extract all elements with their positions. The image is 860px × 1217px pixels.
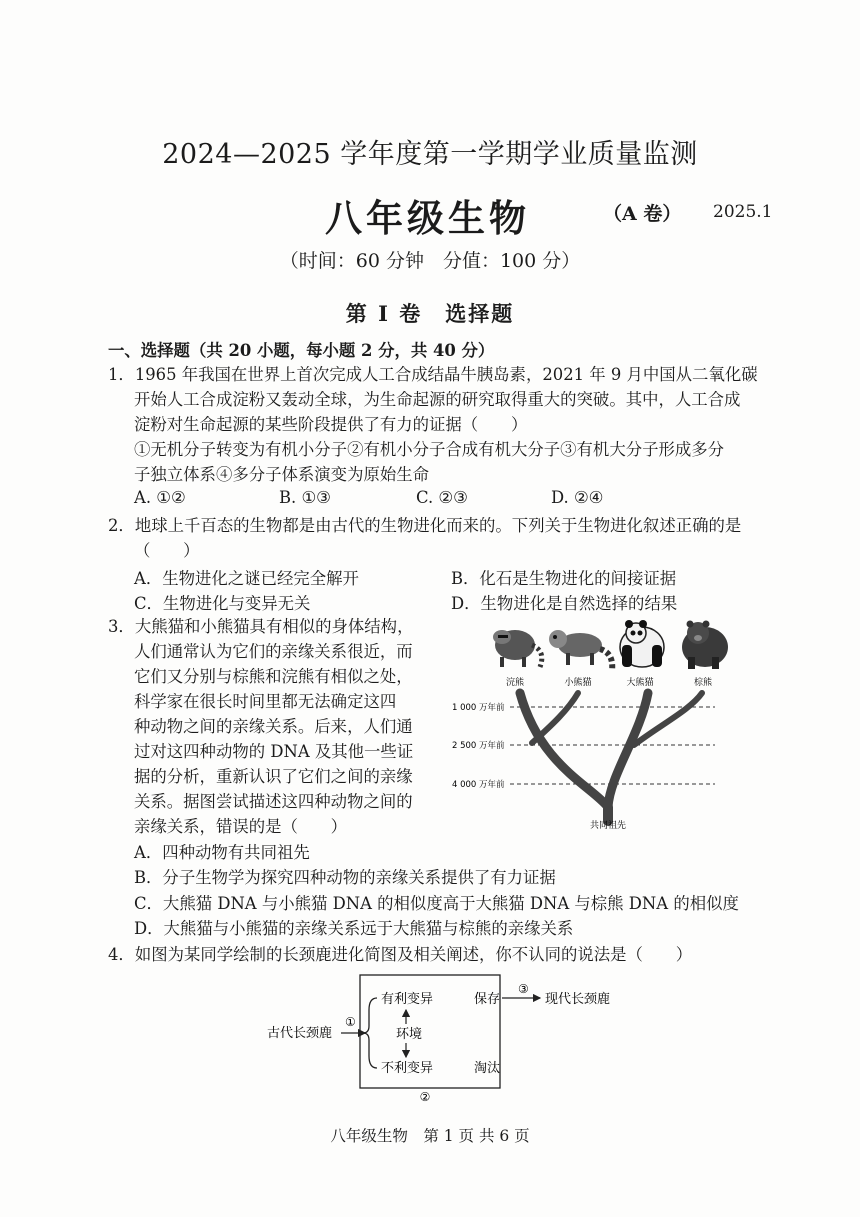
q3-line: 人们通常认为它们的亲缘关系很近，而 [134, 642, 413, 661]
unfavorable-variation-label: 不利变异 [381, 1061, 434, 1076]
q3-line: 关系。据图尝试描述这四种动物之间的 [134, 792, 413, 811]
q1-option-a: A. ①② [134, 488, 186, 507]
page-footer: 八年级生物 第 1 页 共 6 页 [330, 1127, 530, 1145]
mark-1: ① [345, 1015, 356, 1029]
q3-option-c: C．大熊猫 DNA 与小熊猫 DNA 的相似度高于大熊猫 DNA 与棕熊 DNA 的相似度 [134, 894, 739, 913]
q3-line: 种动物之间的亲缘关系。后来，人们通 [134, 717, 413, 736]
animal-label: 浣熊 [505, 678, 525, 688]
q2-line: 2．地球上千百态的生物都是由古代的生物进化而来的。下列关于生物进化叙述正确的是 [108, 516, 742, 535]
animal-label: 大熊猫 [626, 678, 654, 688]
environment-label: 环境 [396, 1027, 423, 1042]
q3-line: 3．大熊猫和小熊猫具有相似的身体结构， [108, 617, 414, 636]
giant-panda-icon [620, 620, 664, 667]
q3-option-b: B．分子生物学为探究四种动物的亲缘关系提供了有力证据 [134, 868, 556, 887]
animal-label: 棕熊 [693, 678, 713, 688]
root-label: 共同祖先 [589, 821, 627, 830]
phylogenetic-tree [520, 693, 702, 821]
q3-option-d: D．大熊猫与小熊猫的亲缘关系远于大熊猫与棕熊的亲缘关系 [134, 919, 574, 938]
exam-timing: （时间：60 分钟 分值：100 分） [279, 250, 581, 272]
q1-line: 开始人工合成淀粉又轰动全球，为生命起源的研究取得重大的突破。其中，人工合成 [134, 390, 741, 409]
mark-3: ③ [518, 982, 529, 996]
q2-option-b: B．化石是生物进化的间接证据 [451, 569, 677, 588]
q1-line: 淀粉对生命起源的某些阶段提供了有力的证据（ ） [134, 415, 528, 434]
part1-heading: 一、选择题（共 20 小题，每小题 2 分，共 40 分） [108, 341, 495, 360]
q4-line: 4．如图为某同学绘制的长颈鹿进化简图及相关阐述，你不认同的说法是（ ） [108, 945, 693, 964]
exam-date: 2025.1 [713, 202, 773, 222]
phylogeny-figure [440, 615, 740, 830]
q3-line: 过对这四种动物的 DNA 及其他一些证 [134, 742, 414, 761]
time-label: 1 000 万年前 [452, 703, 505, 713]
q3-line: 科学家在很长时间里都无法确定这四 [134, 692, 397, 711]
q1-option-d: D. ②④ [551, 488, 604, 507]
q1-line: ①无机分子转变为有机小分子②有机小分子合成有机大分子③有机大分子形成多分 [134, 440, 725, 459]
subject-title: 八年级生物 [325, 196, 530, 240]
start-label: 古代长颈鹿 [267, 1026, 333, 1041]
time-label: 2 500 万年前 [452, 741, 505, 751]
exam-title: 2024—2025 学年度第一学期学业质量监测 [162, 139, 698, 170]
eliminate-label: 淘汰 [474, 1061, 501, 1076]
favorable-variation-label: 有利变异 [381, 992, 434, 1007]
mark-2: ② [419, 1090, 431, 1103]
animal-label: 小熊猫 [564, 678, 592, 688]
q2-line: （ ） [134, 541, 200, 560]
q2-option-c: C．生物进化与变异无关 [134, 594, 311, 613]
q2-option-d: D．生物进化是自然选择的结果 [451, 594, 678, 613]
q2-option-a: A．生物进化之谜已经完全解开 [134, 569, 359, 588]
section-title: 第 I 卷 选择题 [345, 301, 515, 326]
q1-line: 子独立体系④多分子体系演变为原始生命 [134, 465, 430, 484]
paper-variant: （A 卷） [603, 203, 682, 225]
q3-line: 据的分析，重新认识了它们之间的亲缘 [134, 767, 413, 786]
giraffe-evolution-figure [265, 968, 625, 1103]
q3-option-a: A．四种动物有共同祖先 [134, 843, 310, 862]
q1-option-b: B. ①③ [279, 488, 331, 507]
time-label: 4 000 万年前 [452, 780, 505, 790]
raccoon-icon [493, 630, 542, 667]
keep-label: 保存 [474, 992, 501, 1007]
q3-line: 亲缘关系，错误的是（ ） [134, 817, 348, 836]
q1-option-c: C. ②③ [416, 488, 468, 507]
brown-bear-icon [682, 621, 728, 670]
brace [363, 998, 377, 1068]
red-panda-icon [549, 630, 612, 671]
end-label: 现代长颈鹿 [545, 992, 611, 1007]
q3-line: 它们又分别与棕熊和浣熊有相似之处， [134, 667, 413, 686]
q1-line: 1．1965 年我国在世界上首次完成人工合成结晶牛胰岛素，2021 年 9 月中国从二氧化碳 [108, 365, 758, 384]
